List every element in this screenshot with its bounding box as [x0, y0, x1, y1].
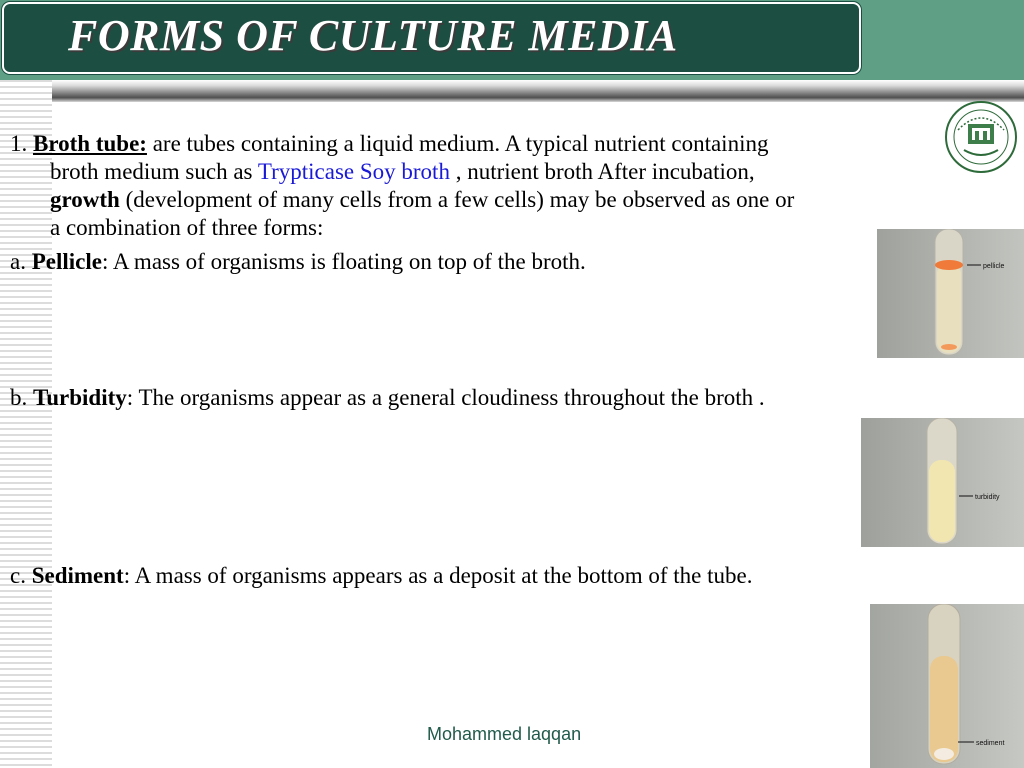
item-number: 1. [10, 131, 33, 156]
turbidity-tube-photo [861, 418, 1024, 547]
slide-title: FORMS OF CULTURE MEDIA [68, 11, 678, 60]
turbidity-text: : The organisms appear as a general cloudiness throughout the broth . [126, 385, 765, 410]
sediment-tube-photo [870, 604, 1024, 768]
sediment-text: : A mass of organisms appears as a deposit at the bottom of the tube. [123, 563, 753, 588]
sediment-term: Sediment [31, 563, 124, 588]
broth-tube-term: Broth tube: [33, 131, 147, 156]
broth-tube-text-b: broth medium such as [50, 159, 258, 184]
broth-tube-text-c: , nutrient broth After incubation, [449, 159, 755, 184]
footer-author: Mohammed laqqan [427, 724, 582, 744]
pellicle-tube-photo [877, 229, 1024, 358]
pellicle-paragraph [10, 248, 586, 276]
broth-tube-line-3 [10, 186, 970, 214]
turbidity-label: turbidity [975, 494, 1000, 501]
pellicle-label: pellicle [983, 263, 1005, 270]
header-separator [0, 80, 1024, 102]
broth-tube-text-d: (development of many cells from a few cells) may be observed as one or [119, 187, 795, 212]
sediment-label: sediment [976, 740, 1005, 747]
turbidity-prefix: b. [10, 385, 33, 410]
pellicle-prefix: a. [10, 249, 32, 274]
turbidity-paragraph [10, 384, 765, 412]
pellicle-text: : A mass of organisms is floating on top of the broth. [101, 249, 586, 274]
broth-tube-paragraph [10, 130, 970, 242]
turbidity-term: Turbidity [33, 385, 127, 410]
trypticase-soy-broth: Trypticase Soy broth [257, 159, 450, 184]
broth-tube-line-4: a combination of three forms: [50, 215, 324, 240]
pellicle-term: Pellicle [31, 249, 102, 274]
sediment-paragraph [10, 562, 753, 590]
growth-term: growth [50, 187, 120, 212]
broth-tube-line-2 [10, 158, 970, 186]
broth-tube-text-a: are tubes containing a liquid medium. A typical nutrient containing [146, 131, 769, 156]
title-box [2, 2, 861, 74]
sediment-prefix: c. [10, 563, 32, 588]
